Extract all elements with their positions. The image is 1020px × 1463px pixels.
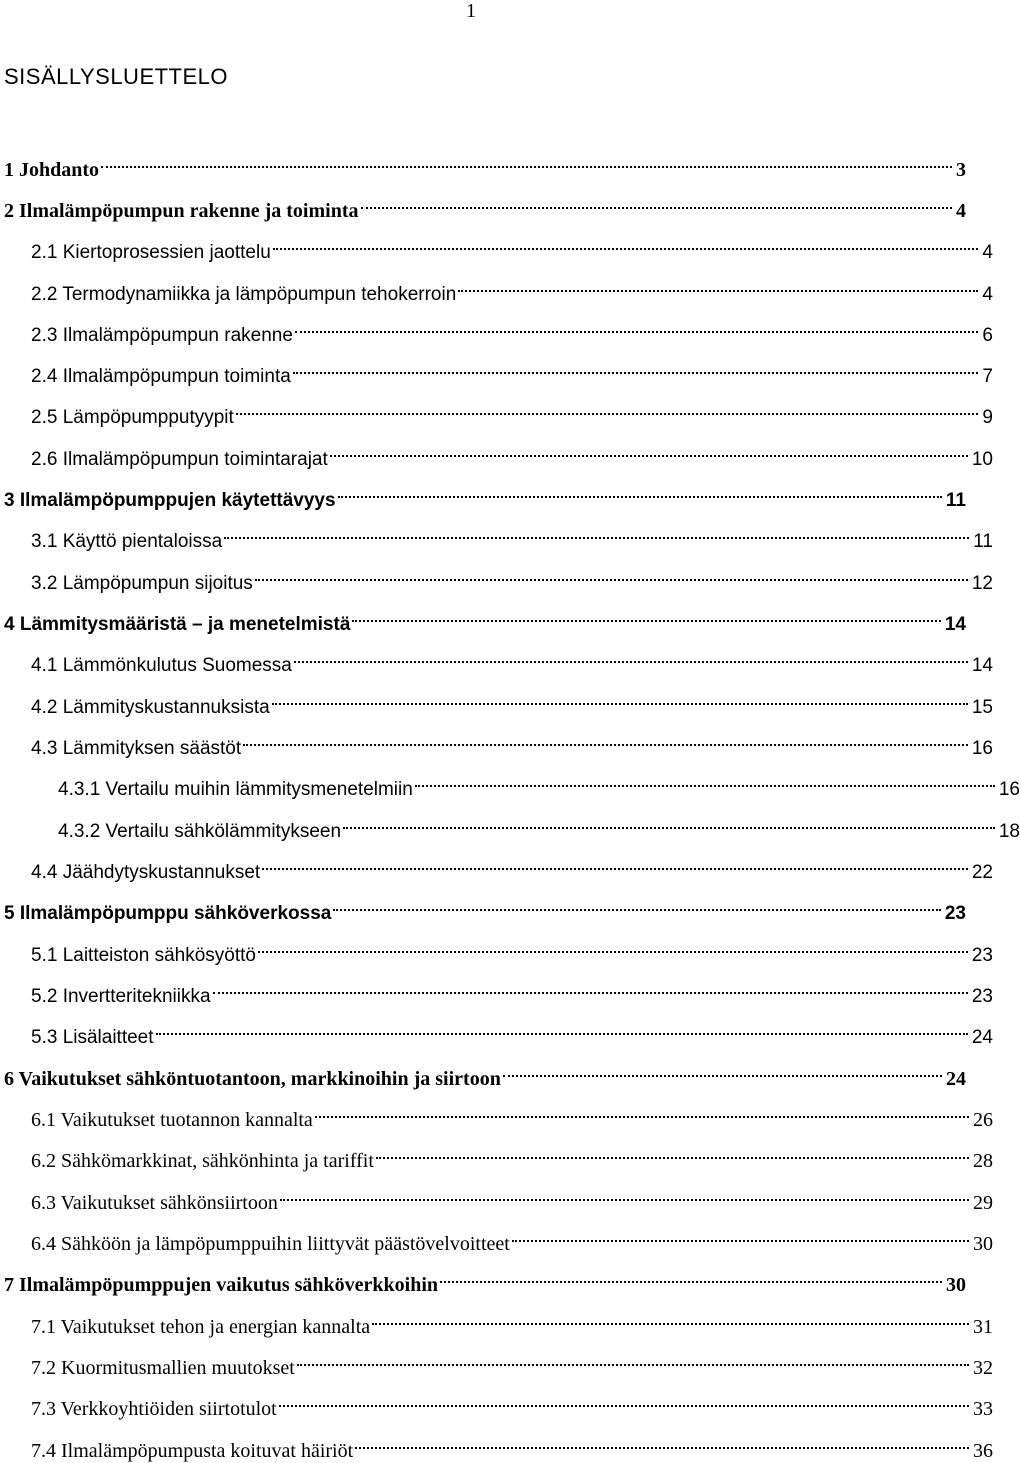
toc-entry-label: 3.1 Käyttö pientaloissa (31, 531, 223, 552)
toc-entry-5-1[interactable] (0, 931, 993, 966)
toc-entry-page: 18 (998, 821, 1020, 842)
toc-entry-page: 4 (982, 242, 993, 263)
toc-entry-5-2[interactable] (0, 972, 993, 1007)
toc-entry-label: 7.4 Ilmalämpöpumpusta koituvat häiriöt (31, 1440, 354, 1462)
toc-entry-7-4[interactable] (0, 1427, 993, 1462)
dot-leader (293, 352, 981, 382)
toc-entry-page: 16 (971, 738, 993, 759)
toc-entry-page: 23 (971, 986, 993, 1007)
dot-leader (315, 1096, 971, 1126)
toc-entry-6-3[interactable] (0, 1179, 993, 1214)
toc-entry-6[interactable] (0, 1055, 966, 1090)
toc-entry-4-2[interactable] (0, 683, 993, 718)
toc-entry-page: 3 (956, 159, 966, 181)
toc-entry-label: 7.3 Verkkoyhtiöiden siirtotulot (31, 1398, 277, 1420)
dot-leader (213, 972, 970, 1002)
dot-leader (295, 311, 980, 341)
toc-entry-label: 6.4 Sähköön ja lämpöpumppuihin liittyvät päästövelvoitteet (31, 1233, 510, 1255)
toc-entry-4-4[interactable] (0, 848, 993, 883)
toc-entry-label: 4.1 Lämmönkulutus Suomessa (31, 655, 292, 676)
dot-leader (273, 228, 981, 258)
toc-entry-2-1[interactable] (0, 228, 993, 263)
toc-entry-label: 2.1 Kiertoprosessien jaottelu (31, 242, 271, 263)
toc-entry-4-3[interactable] (0, 724, 993, 759)
dot-leader (415, 765, 997, 795)
toc-entry-page: 11 (973, 531, 993, 552)
toc-entry-label: 2.2 Termodynamiikka ja lämpöpumpun tehokerroin (31, 284, 457, 305)
toc-entry-page: 10 (971, 449, 993, 470)
toc-entry-page: 4 (956, 200, 966, 222)
toc-entry-page: 12 (971, 573, 993, 594)
toc-entry-2-2[interactable] (0, 270, 993, 305)
dot-leader (262, 848, 970, 878)
dot-leader (372, 1303, 971, 1333)
toc-entry-4-1[interactable] (0, 641, 993, 676)
dot-leader (343, 807, 997, 837)
toc-entry-page: 33 (973, 1398, 993, 1420)
toc-entry-label: 4 Lämmitysmääristä – ja menetelmistä (4, 614, 351, 635)
toc-entry-page: 26 (973, 1109, 993, 1131)
dot-leader (258, 931, 970, 961)
toc-entry-7-2[interactable] (0, 1344, 993, 1379)
toc-entry-2-4[interactable] (0, 352, 993, 387)
toc-entry-page: 32 (973, 1357, 993, 1379)
dot-leader (512, 1220, 971, 1250)
dot-leader (330, 435, 970, 465)
toc-entry-label: 6.2 Sähkömarkkinat, sähkönhinta ja tariffit (31, 1150, 374, 1172)
toc-entry-page: 36 (973, 1440, 993, 1462)
toc-entry-2-3[interactable] (0, 311, 993, 346)
toc-entry-2[interactable] (0, 187, 966, 222)
dot-leader (333, 889, 943, 919)
toc-entry-page: 30 (973, 1233, 993, 1255)
toc-entry-5-3[interactable] (0, 1013, 993, 1048)
toc-entry-page: 11 (945, 490, 966, 511)
toc-entry-page: 7 (982, 366, 993, 387)
toc-entry-4[interactable] (0, 600, 966, 635)
dot-leader (297, 1344, 971, 1374)
dot-leader (294, 641, 970, 671)
dot-leader (236, 393, 981, 423)
dot-leader (352, 600, 942, 630)
dot-leader (361, 187, 955, 217)
toc-title: SISÄLLYSLUETTELO (4, 64, 229, 89)
dot-leader (101, 146, 954, 176)
toc-entry-page: 24 (971, 1027, 993, 1048)
toc-entry-label: 2.6 Ilmalämpöpumpun toimintarajat (31, 449, 328, 470)
toc-entry-label: 6 Vaikutukset sähköntuotantoon, markkinoihin ja siirtoon (4, 1068, 501, 1090)
toc-entry-label: 4.3.1 Vertailu muihin lämmitysmenetelmiin (58, 779, 413, 800)
dot-leader (224, 517, 971, 547)
toc-entry-label: 6.1 Vaikutukset tuotannon kannalta (31, 1109, 313, 1131)
toc-entry-page: 6 (982, 325, 993, 346)
toc-entry-label: 2.4 Ilmalämpöpumpun toiminta (31, 366, 291, 387)
toc-entry-label: 5.2 Invertteritekniikka (31, 986, 211, 1007)
dot-leader (243, 724, 970, 754)
toc-entry-6-4[interactable] (0, 1220, 993, 1255)
toc-entry-3-1[interactable] (0, 517, 993, 552)
toc-entry-label: 5.1 Laitteiston sähkösyöttö (31, 945, 256, 966)
toc-entry-page: 28 (973, 1150, 993, 1172)
dot-leader (376, 1137, 971, 1167)
toc-entry-page: 4 (982, 284, 993, 305)
toc-entry-label: 3.2 Lämpöpumpun sijoitus (31, 573, 253, 594)
dot-leader (272, 683, 970, 713)
dot-leader (458, 270, 980, 300)
toc-entry-label: 6.3 Vaikutukset sähkönsiirtoon (31, 1192, 278, 1214)
toc-entry-label: 2.3 Ilmalämpöpumpun rakenne (31, 325, 293, 346)
toc-entry-7[interactable] (0, 1261, 966, 1296)
toc-entry-2-6[interactable] (0, 435, 993, 470)
dot-leader (280, 1179, 971, 1209)
toc-entry-page: 23 (944, 903, 966, 924)
toc-entry-page: 23 (971, 945, 993, 966)
dot-leader (355, 1427, 971, 1457)
toc-entry-label: 7.2 Kuormitusmallien muutokset (31, 1357, 295, 1379)
toc-entry-label: 7 Ilmalämpöpumppujen vaikutus sähköverkkoihin (4, 1274, 439, 1296)
toc-entry-label: 5.3 Lisälaitteet (31, 1027, 154, 1048)
toc-entry-label: 3 Ilmalämpöpumppujen käytettävyys (4, 490, 336, 511)
toc-entry-label: 7.1 Vaikutukset tehon ja energian kannalta (31, 1316, 371, 1338)
toc-entry-page: 14 (971, 655, 993, 676)
toc-entry-page: 9 (982, 407, 993, 428)
toc-entry-page: 16 (998, 779, 1020, 800)
toc-entry-3-2[interactable] (0, 559, 993, 594)
toc-entry-1[interactable] (0, 146, 966, 181)
toc-entry-page: 14 (944, 614, 966, 635)
toc-entry-label: 2.5 Lämpöpumpputyypit (31, 407, 234, 428)
toc-entry-label: 4.4 Jäähdytyskustannukset (31, 862, 261, 883)
toc-entry-7-3[interactable] (0, 1385, 993, 1420)
dot-leader (503, 1055, 944, 1085)
toc-entry-page: 15 (971, 697, 993, 718)
toc-entry-page: 30 (946, 1274, 966, 1296)
toc-entry-6-2[interactable] (0, 1137, 993, 1172)
page-number: 1 (466, 0, 476, 22)
toc-entry-label: 4.3 Lämmityksen säästöt (31, 738, 242, 759)
toc-entry-4-3-1[interactable] (0, 765, 1020, 800)
dot-leader (255, 559, 970, 589)
toc-entry-page: 31 (973, 1316, 993, 1338)
toc-entry-page: 29 (973, 1192, 993, 1214)
dot-leader (440, 1261, 944, 1291)
toc-entry-page: 24 (946, 1068, 966, 1090)
toc-entry-5[interactable] (0, 889, 966, 924)
dot-leader (279, 1385, 971, 1415)
toc-entry-page: 22 (971, 862, 993, 883)
toc-entry-3[interactable] (0, 476, 966, 511)
toc-entry-label: 1 Johdanto (4, 159, 100, 181)
dot-leader (338, 476, 944, 506)
toc-entry-7-1[interactable] (0, 1303, 993, 1338)
toc-entry-label: 5 Ilmalämpöpumppu sähköverkossa (4, 903, 332, 924)
toc-entry-label: 4.3.2 Vertailu sähkölämmitykseen (58, 821, 342, 842)
dot-leader (156, 1013, 970, 1043)
toc-entry-6-1[interactable] (0, 1096, 993, 1131)
toc-entry-2-5[interactable] (0, 393, 993, 428)
toc-entry-label: 4.2 Lämmityskustannuksista (31, 697, 270, 718)
toc-entry-label: 2 Ilmalämpöpumpun rakenne ja toiminta (4, 200, 359, 222)
toc-entry-4-3-2[interactable] (0, 807, 1020, 842)
